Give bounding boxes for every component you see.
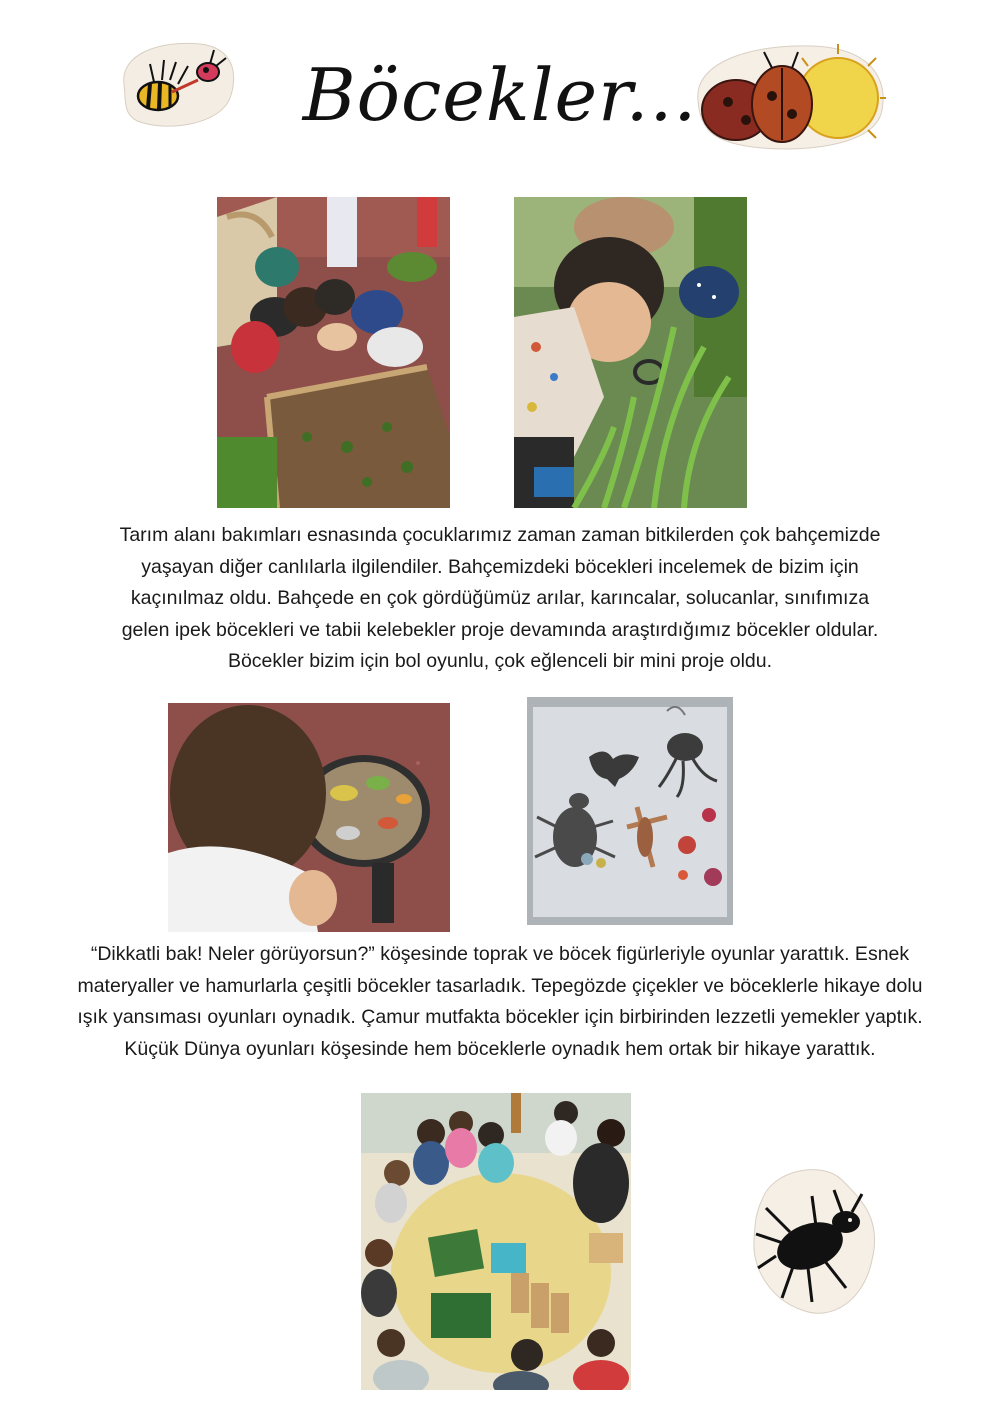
photo-children-garden-bed <box>217 197 450 508</box>
photo-small-world-play <box>361 1093 631 1390</box>
ant-drawing <box>742 1160 888 1320</box>
activities-line: “Dikkatli bak! Neler görüyorsun?” köşesinde toprak ve böcek figürleriyle oyunlar yarattık. Esnek <box>90 943 910 965</box>
activities-line: Küçük Dünya oyunları köşesinde hem böceklerle oynadık hem ortak bir hikaye yarattık. <box>124 1037 876 1060</box>
bee-drawing <box>110 36 240 131</box>
intro-paragraph <box>40 520 960 678</box>
intro-line: kaçınılmaz oldu. Bahçede en çok gördüğümüz arılar, karıncalar, solucanlar, sınıfımıza <box>130 587 870 609</box>
intro-line: yaşayan diğer canlılarla ilgilendiler. Bahçemizdeki böcekleri incelemek de bizim için <box>141 555 859 578</box>
photo-mud-kitchen-pan <box>168 703 450 932</box>
photo-light-table-shadows <box>527 697 733 925</box>
activities-line: ışık yansıması oyunları oynadık. Çamur mutfakta böcekler için birbirinden lezzetli yemekler yaptık. <box>77 1006 923 1028</box>
photo-child-magnifier-plants <box>514 197 747 508</box>
intro-line: Tarım alanı bakımları esnasında çocuklarımız zaman zaman bitkilerden çok bahçemizde <box>119 524 881 546</box>
intro-line: Böcekler bizim için bol oyunlu, çok eğlenceli bir mini proje oldu. <box>227 650 773 672</box>
intro-line: gelen ipek böcekleri ve tabii kelebekler proje devamında araştırdığımız böcekler oldular. <box>121 618 879 641</box>
activities-line: materyaller ve hamurlarla çeşitli böcekler tasarladık. Tepegözde çiçekler ve böceklerle hikaye dolu <box>77 974 923 997</box>
page-title: Böcekler... <box>302 53 698 137</box>
activities-paragraph <box>20 939 980 1065</box>
sun-ladybug-drawing <box>692 40 888 152</box>
